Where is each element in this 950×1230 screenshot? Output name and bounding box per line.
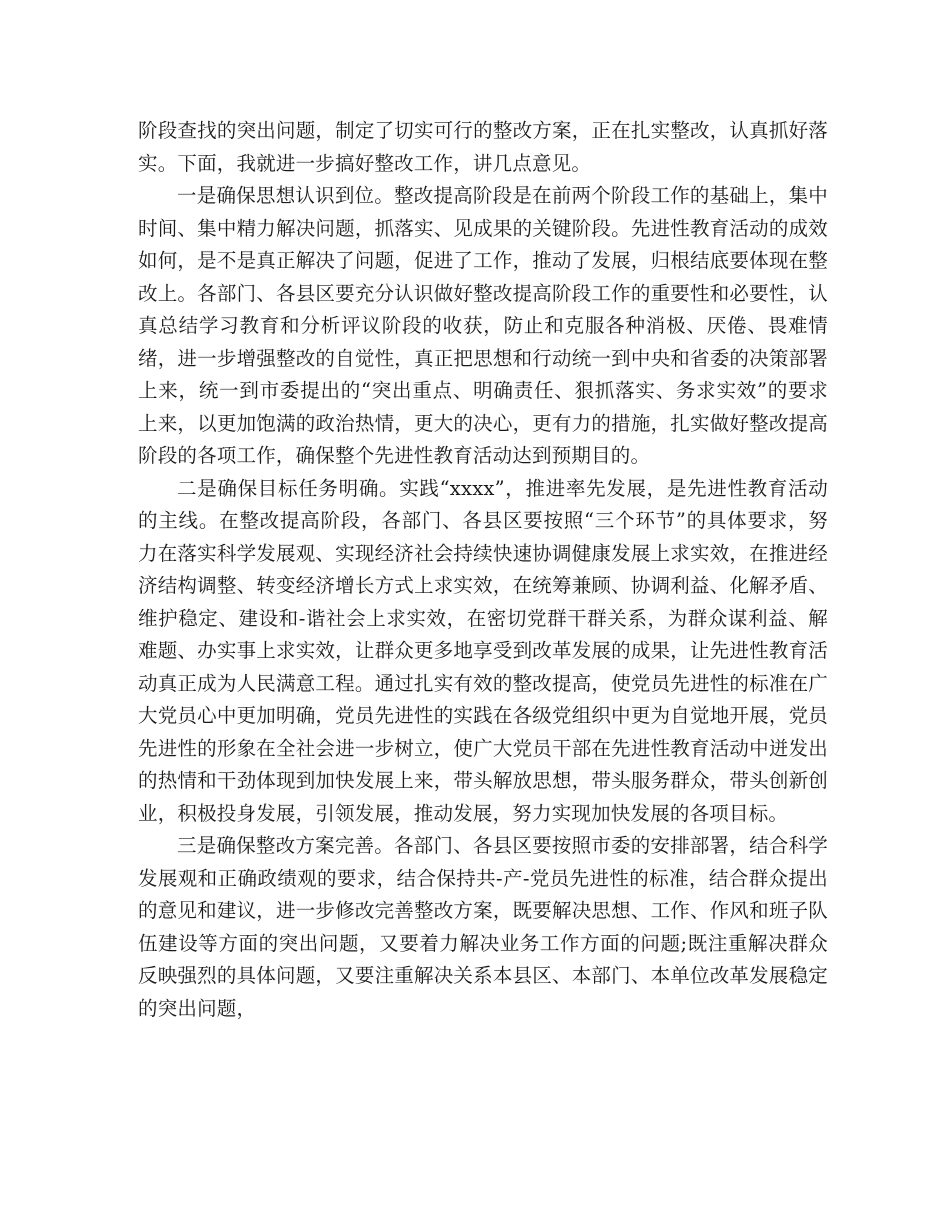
paragraph-goals-tasks: 二是确保目标任务明确。实践“xxxx”，推进率先发展，是先进性教育活动的主线。在整改提高阶段，各部门、各县区要按照“三个环节”的具体要求，努力在落实科学发展观、实现经济社会持续快速协调健康发展上求实效，在推进经济结构调整、转变经济增长方式上求实效，在统筹兼顾、协调利益、化解矛盾、维护稳定、建设和-谐社会上求实效，在密切党群干群关系，为群众谋利益、解难题、办实事上求实效，让群众更多地享受到改革发展的成果，让先进性教育活动真正成为人民满意工程。通过扎实有效的整改提高，使党员先进性的标准在广大党员心中更加明确，党员先进性的实践在各级党组织中更为自觉地开展，党员先进性的形象在全社会进一步树立，使广大党员干部在先进性教育活动中迸发出的热情和干劲体现到加快发展上来，带头解放思想，带头服务群众，带头创新创业，积极投身发展，引领发展，推动发展，努力实现加快发展的各项目标。 — [138, 476, 828, 825]
paragraph-ideological-awareness: 一是确保思想认识到位。整改提高阶段是在前两个阶段工作的基础上，集中时间、集中精力解决问题，抓落实、见成果的关键阶段。先进性教育活动的成效如何，是不是真正解决了问题，促进了工作，推动了发展，归根结底要体现在整改上。各部门、各县区要充分认识做好整改提高阶段工作的重要性和必要性，认真总结学习教育和分析评议阶段的收获，防止和克服各种消极、厌倦、畏难情绪，进一步增强整改的自觉性，真正把思想和行动统一到中央和省委的决策部署上来，统一到市委提出的“突出重点、明确责任、狠抓落实、务求实效”的要求上来，以更加饱满的政治热情，更大的决心，更有力的措施，扎实做好整改提高阶段的各项工作，确保整个先进性教育活动达到预期目的。 — [138, 184, 828, 467]
paragraph-continuation: 阶段查找的突出问题，制定了切实可行的整改方案，正在扎实整改，认真抓好落实。下面，我就进一步搞好整改工作，讲几点意见。 — [138, 119, 828, 175]
document-body — [138, 115, 828, 1025]
paragraph-rectification-plan: 三是确保整改方案完善。各部门、各县区要按照市委的安排部署，结合科学发展观和正确政绩观的要求，结合保持共-产-党员先进性的标准，结合群众提出的意见和建议，进一步修改完善整改方案，既要解决思想、工作、作风和班子队伍建设等方面的突出问题，又要着力解决业务工作方面的问题;既注重解决群众反映强烈的具体问题，又要注重解决关系本县区、本部门、本单位改革发展稳定的突出问题， — [138, 834, 828, 1020]
